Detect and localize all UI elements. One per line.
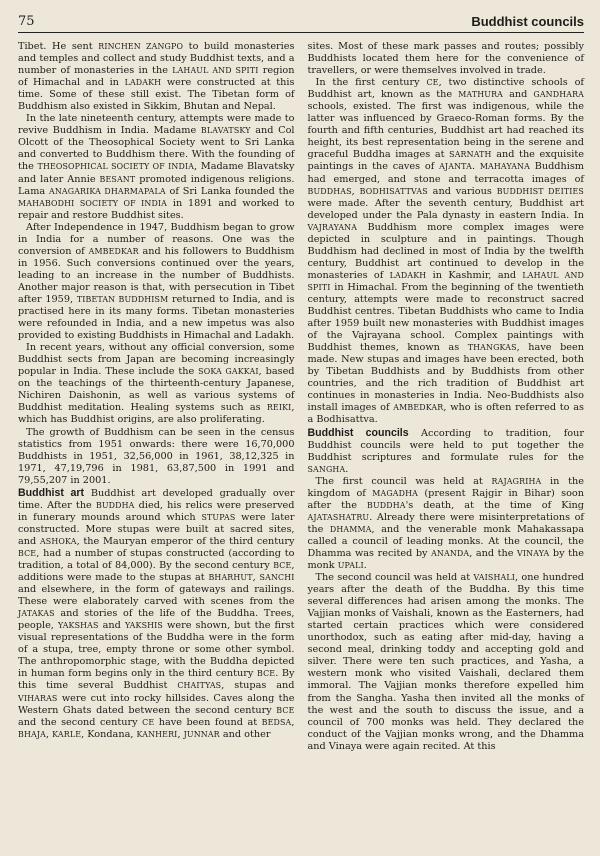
cross-reference: MAHAYANA bbox=[479, 162, 530, 172]
right-column bbox=[308, 41, 585, 753]
text-run: and Col Olcott of the Theosophical Society went to Sri Lanka and converted to Buddhism there. With the founding of the bbox=[18, 125, 295, 173]
cross-reference: BEDSA bbox=[261, 717, 292, 727]
cross-reference: THEOSOPHICAL SOCIETY OF INDIA bbox=[37, 162, 195, 172]
cross-reference: THANGKAS bbox=[467, 343, 517, 353]
text-run: were made. After the seventh century, Buddhist art developed under the Pala dynasty in eastern India. In bbox=[307, 197, 584, 221]
cross-reference: LAHAUL AND SPITI bbox=[172, 66, 259, 76]
text-run: Buddhist art developed gradually over time. After the bbox=[18, 487, 295, 511]
cross-reference: AMBEDKAR bbox=[88, 246, 139, 256]
text-columns bbox=[18, 41, 584, 753]
text-run: in Kashmir, and bbox=[426, 269, 523, 281]
text-run: schools, existed. The first was indigenous, while the latter was influenced by Graeco-Roman forms. By the fourth and fifth centuries, Buddhist art had reached its height, its best representation being in the serene and graceful Buddha images at bbox=[307, 101, 584, 161]
cross-reference: UPALI bbox=[337, 561, 364, 571]
text-run: . bbox=[471, 161, 480, 173]
text-run: , one hundred years after the death of the Buddha. By this time several differences had arisen among the monks. The Vajjian monks of Vaishali, known as the Easterners, had started certain practices which were considered unorthodox, such as eating after mid-day, having a second meal, drinking toddy and accepting gold and silver. There were ten such practices, and Yasha, a western monk who visited Vaishali, declared them immoral. The Vajjian monks therefore expelled him from the Sangha. Yasha then invited all the monks of the west and the south to discuss the issue, and a council of 700 monks was held. They declared the conduct of the Vajjian monks wrong, and the Dhamma and Vinaya were again recited. At this bbox=[307, 572, 585, 752]
text-run: died, his relics were preserved in funerary mounds around which bbox=[18, 499, 295, 523]
text-run: , and the venerable monk Mahakassapa called a council of leading monks. At the council, the Dhamma was recited by bbox=[307, 523, 584, 559]
text-run: , based on the teachings of the thirteenth-century Japanese, Nichiren Daishonin, as well as various systems of Buddhist meditation. Healing systems such as bbox=[18, 366, 295, 414]
text-run: were shown, but the first visual representations of the Buddha were in the form of a stupa, tree, empty throne or some other symbol. The anthropomorphic stage, with the Buddha depicted in human form begins only in the third century bbox=[18, 620, 295, 680]
cross-reference: VAISHALI bbox=[473, 573, 516, 583]
cross-reference: CE bbox=[142, 717, 155, 727]
text-run: , bbox=[177, 728, 184, 740]
cross-reference: SOKA GAKKAI bbox=[198, 367, 259, 377]
paragraph bbox=[18, 113, 295, 221]
text-run: and elsewhere, in the form of gateways and railings. These were elaborately carved with scenes from the bbox=[18, 584, 295, 608]
section-heading: Buddhist councils bbox=[307, 426, 409, 439]
text-run: , Kondana, bbox=[81, 728, 137, 740]
cross-reference: BCE bbox=[18, 548, 37, 558]
cross-reference: JATAKAS bbox=[18, 609, 55, 619]
cross-reference: ASHOKA bbox=[39, 536, 77, 546]
text-run: promoted indigenous religions. Lama bbox=[18, 173, 295, 197]
text-run: , who is often referred to as a Bodhisattva. bbox=[307, 402, 584, 426]
text-run: have been found at bbox=[154, 716, 262, 728]
text-run: In recent years, without any official conversion, some Buddhist sects from Japan are becoming increasingly popular in India. These include the bbox=[18, 342, 295, 378]
cross-reference: SARNATH bbox=[449, 150, 492, 160]
text-run: The second council was held at bbox=[315, 572, 474, 584]
cross-reference: BUDDHA bbox=[95, 500, 135, 510]
cross-reference: LADAKH bbox=[124, 78, 162, 88]
text-run: and various bbox=[427, 185, 497, 197]
cross-reference: BODHISATTVAS bbox=[359, 186, 428, 196]
cross-reference: MATHURA bbox=[458, 90, 504, 100]
text-run: , two distinctive schools of Buddhist art, known as the bbox=[307, 77, 584, 101]
text-run: of Sri Lanka founded the bbox=[165, 185, 295, 197]
text-run: Tibet. He sent bbox=[18, 41, 99, 52]
running-head: Buddhist councils bbox=[471, 14, 584, 29]
text-run: and his followers to Buddhism in 1956. Such conversions continued over the years, leading to an increase in the number of Buddhists. Another major reason is that, with persecution in Tibet after 1959, bbox=[18, 245, 295, 305]
cross-reference: BUDDHAS bbox=[307, 186, 352, 196]
cross-reference: AJANTA bbox=[439, 162, 472, 172]
text-run: in Himachal. From the beginning of the twentieth century, attempts were made to reconstruct sacred Buddhist centres. Tibetan Buddhists who came to India after 1959 built new monasteries with Buddhist images of the Vajrayana school. Complex paintings with Buddhist themes, known as bbox=[307, 281, 584, 354]
paragraph bbox=[308, 77, 585, 426]
cross-reference: BHARHUT bbox=[208, 573, 253, 583]
text-run: , have been made. New stupas and images have been erected, both by Tibetan Buddhists and by Buddhists from other countries, and the rich tradition of Buddhist art continues in monasteries in India. Neo-Buddhists also install images of bbox=[307, 342, 584, 414]
cross-reference: BCE bbox=[273, 561, 292, 571]
cross-reference: RAJAGRIHA bbox=[491, 476, 542, 486]
paragraph bbox=[18, 342, 295, 426]
text-run: Buddhism more complex images were depicted in sculpture and in paintings. Though Buddhism had declined in most of India by the twelfth century, Buddhist art continued to develop in the monasteries of bbox=[307, 221, 584, 281]
cross-reference: BCE bbox=[256, 669, 276, 679]
cross-reference: BUDDHA bbox=[367, 500, 406, 510]
cross-reference: VINAYA bbox=[517, 548, 550, 558]
text-run: were cut into rocky hillsides. Caves along the Western Ghats dated between the second century bbox=[18, 692, 295, 716]
cross-reference: BHAJA bbox=[18, 729, 46, 739]
text-run: . Already there were misinterpretations of the bbox=[307, 511, 584, 535]
text-run: region of Himachal and in bbox=[18, 65, 295, 89]
page-header bbox=[18, 14, 584, 33]
text-run: Buddhism had emerged, and stone and terracotta images of bbox=[307, 161, 584, 185]
paragraph bbox=[18, 222, 295, 342]
text-run: In the late nineteenth century, attempts were made to revive Buddhism in India. Madame bbox=[18, 113, 295, 137]
text-run: , bbox=[291, 716, 295, 728]
cross-reference: RINCHEN ZANGPO bbox=[98, 42, 184, 51]
text-run: by the monk bbox=[307, 547, 584, 572]
cross-reference: VIHARAS bbox=[18, 693, 58, 703]
text-run: The first council was held at bbox=[315, 475, 492, 487]
cross-reference: SANCHI bbox=[259, 573, 295, 583]
text-run: , which has Buddhist origins, are also proliferating. bbox=[18, 402, 295, 426]
cross-reference: CE bbox=[426, 78, 439, 88]
cross-reference: REIKI bbox=[266, 403, 292, 413]
cross-reference: AJATASHATRU bbox=[307, 512, 370, 522]
cross-reference: MAGADHA bbox=[372, 488, 418, 498]
text-run: , stupas and bbox=[221, 680, 295, 692]
text-run: , additions were made to the stupas at bbox=[18, 560, 295, 584]
cross-reference: LAHAUL AND SPITI bbox=[307, 270, 584, 292]
text-run: in the kingdom of bbox=[307, 475, 584, 499]
text-run: returned to India, and is practised here in its many forms. Tibetan monasteries were refounded in India, and a new impetus was also provided to existing Buddhists in Himachal and Ladakh. bbox=[18, 293, 295, 342]
cross-reference: BESANT bbox=[99, 174, 136, 184]
cross-reference: JUNNAR bbox=[183, 729, 220, 739]
text-run: were later constructed. More stupas were built at sacred sites, and bbox=[18, 511, 295, 547]
section-buddhist-councils bbox=[308, 427, 585, 476]
cross-reference: VAJRAYANA bbox=[307, 222, 358, 232]
paragraph bbox=[308, 476, 585, 572]
cross-reference: BLAVATSKY bbox=[200, 126, 251, 136]
text-run: and bbox=[98, 620, 125, 632]
text-run: , bbox=[46, 728, 53, 740]
text-run: According to tradition, four Buddhist councils were held to put together the Buddhist scriptures and formulate rules for the bbox=[307, 427, 585, 463]
text-run: to build monasteries and temples and collect and study Buddhist texts, and a number of monasteries in the bbox=[18, 41, 295, 77]
section-buddhist-art bbox=[18, 487, 295, 741]
paragraph bbox=[18, 427, 295, 487]
paragraph bbox=[308, 572, 585, 753]
cross-reference: STUPAS bbox=[201, 512, 236, 522]
text-run: After Independence in 1947, Buddhism began to grow in India for a number of reasons. One was the conversion of bbox=[18, 221, 295, 257]
text-run: (present Rajgir in Bihar) soon after the bbox=[307, 487, 584, 511]
text-run: and the exquisite paintings in the caves of bbox=[307, 149, 584, 173]
text-run: and bbox=[503, 89, 534, 101]
cross-reference: SANGHA bbox=[307, 464, 346, 474]
text-run: , Madame Blavatsky and later Annie bbox=[18, 161, 295, 185]
text-run: . bbox=[345, 463, 349, 475]
paragraph bbox=[308, 41, 585, 77]
text-run: The growth of Buddhism can be seen in the census statistics from 1951 onwards: there were 16,70,000 Buddhists in 1951, 32,56,000 in 1961, 38,12,325 in 1971, 47,19,796 in 1981, 63,87,500 in 1991 and 79,55,207 in 2001. bbox=[18, 426, 295, 486]
text-run: and the second century bbox=[18, 716, 143, 728]
cross-reference: TIBETAN BUDDHISM bbox=[76, 294, 169, 304]
cross-reference: GANDHARA bbox=[533, 90, 585, 100]
text-run: and other bbox=[219, 728, 271, 740]
text-run: in 1891 and worked to repair and restore Buddhist sites. bbox=[18, 197, 295, 221]
cross-reference: ANANDA bbox=[431, 548, 470, 558]
section-heading: Buddhist art bbox=[18, 486, 85, 499]
text-run: , had a number of stupas constructed (according to tradition, a total of 84,000). By the second century bbox=[18, 547, 295, 572]
cross-reference: MAHABODHI SOCIETY OF INDIA bbox=[18, 198, 168, 208]
text-run: and stories of the life of the Buddha. Trees, people, bbox=[18, 608, 295, 632]
text-run: . By this time several Buddhist bbox=[18, 668, 295, 692]
text-run: , the Mauryan emperor of the third century bbox=[76, 535, 295, 547]
text-run: were constructed at this time. Some of these still exist. The Tibetan form of Buddhism also existed in Sikkim, Bhutan and Nepal. bbox=[18, 77, 295, 113]
cross-reference: YAKSHIS bbox=[124, 621, 163, 631]
cross-reference: DHAMMA bbox=[329, 524, 372, 534]
cross-reference: KARLE bbox=[52, 729, 82, 739]
cross-reference: BUDDHIST DEITIES bbox=[496, 186, 584, 196]
page-number: 75 bbox=[18, 14, 35, 29]
text-run: . bbox=[363, 560, 367, 572]
text-run: sites. Most of these mark passes and routes; possibly Buddhists located them here for the convenience of travellers, or were themselves involved in trade. bbox=[307, 41, 584, 77]
cross-reference: KANHERI bbox=[136, 729, 178, 739]
cross-reference: ANAGARIKA DHARMAPALA bbox=[48, 186, 166, 196]
text-run: , and the bbox=[469, 547, 518, 559]
text-run: , bbox=[351, 185, 360, 197]
text-run: In the first century bbox=[315, 77, 427, 89]
text-run: , bbox=[252, 572, 260, 584]
text-run: 's death, at the time of King bbox=[405, 499, 584, 511]
paragraph bbox=[18, 41, 295, 113]
cross-reference: AMBEDKAR bbox=[393, 403, 444, 413]
left-column bbox=[18, 41, 295, 753]
cross-reference: LADAKH bbox=[389, 270, 427, 280]
cross-reference: BCE bbox=[276, 705, 295, 715]
cross-reference: YAKSHAS bbox=[57, 621, 99, 631]
cross-reference: CHAITYAS bbox=[177, 681, 222, 691]
